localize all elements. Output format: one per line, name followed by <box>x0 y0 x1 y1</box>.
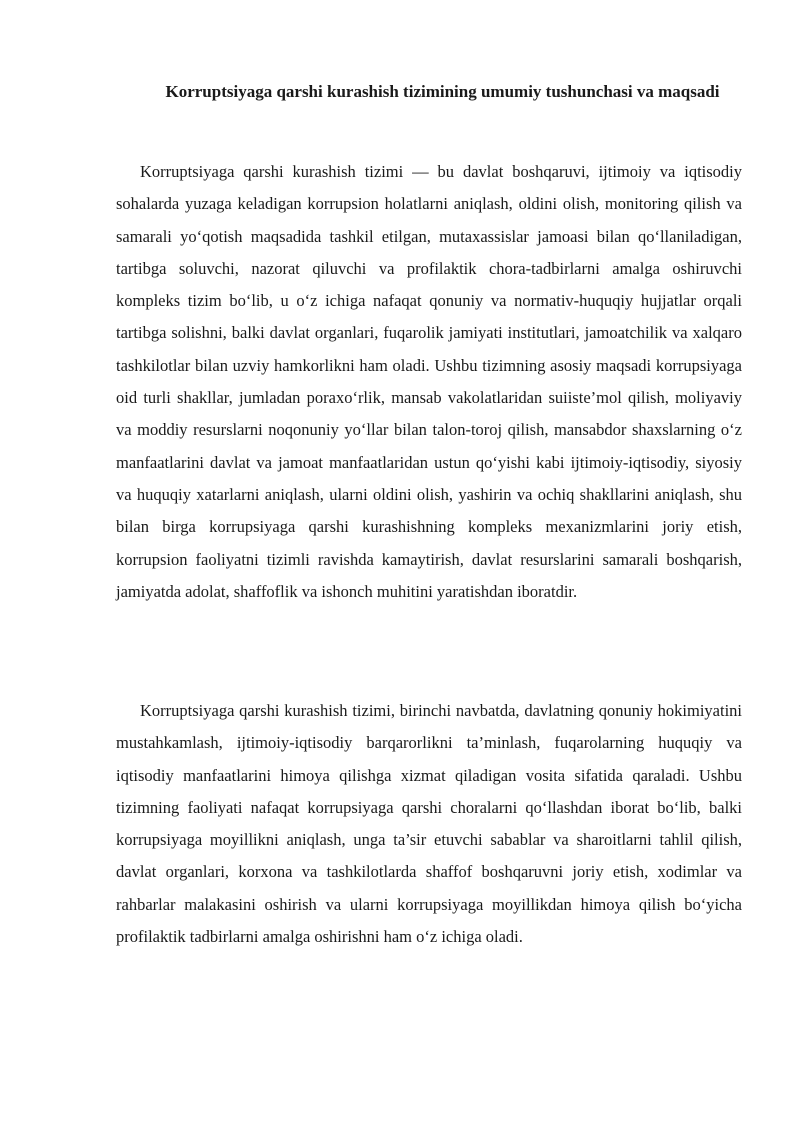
document-title: Korruptsiyaga qarshi kurashish tizimining umumiy tushunchasi va maqsadi <box>165 82 720 101</box>
paragraph-2: Korruptsiyaga qarshi kurashish tizimi, birinchi navbatda, davlatning qonuniy hokimiyatini mustahkamlash, ijtimoiy-iqtisodiy barqarorlikni ta’minlash, fuqarolarning huquqiy va iqtisodiy manfaatlarini himoya qilishga xizmat qiladigan vosita sifatida qaraladi. Ushbu tizimning faoliyati nafaqat korrupsiyaga qarshi choralarni qo‘llashdan iborat bo‘lib, balki korrupsiyaga moyillikni aniqlash, unga ta’sir etuvchi sabablar va sharoitlarni tahlil qilish, davlat organlari, korxona va tashkilotlarda shaffof boshqaruvni joriy etish, xodimlar va rahbarlar malakasini oshirish va ularni korrupsiyaga moyillikdan himoya qilish bo‘yicha profilaktik tadbirlarni amalga oshirishni ham o‘z ichiga oladi. <box>116 701 742 947</box>
paragraph-1: Korruptsiyaga qarshi kurashish tizimi — bu davlat boshqaruvi, ijtimoiy va iqtisodiy sohalarda yuzaga keladigan korrupsion holatlarni aniqlash, oldini olish, monitoring qilish va samarali yo‘qotish maqsadida tashkil etilgan, mutaxassislar jamoasi bilan qo‘llaniladigan, tartibga soluvchi, nazorat qiluvchi va profilaktik chora-tadbirlarni amalga oshiruvchi kompleks tizim bo‘lib, u o‘z ichiga nafaqat qonuniy va normativ-huquqiy hujjatlar orqali tartibga solishni, balki davlat organlari, fuqarolik jamiyati institutlari, jamoatchilik va xalqaro tashkilotlar bilan uzviy hamkorlikni ham oladi. Ushbu tizimning asosiy maqsadi korrupsiyaga oid turli shakllar, jumladan poraxo‘rlik, mansab vakolatlaridan suiiste’mol qilish, moliyaviy va moddiy resurslarni noqonuniy yo‘llar bilan talon-toroj qilish, mansabdor shaxslarning o‘z manfaatlarini davlat va jamoat manfaatlaridan ustun qo‘yishi kabi ijtimoiy-iqtisodiy, siyosiy va huquqiy xatarlarni aniqlash, ularni oldini olish, yashirin va ochiq shakllarini aniqlash, shu bilan birga korrupsiyaga qarshi kurashishning kompleks mexanizmlarini joriy etish, korrupsion faoliyatni tizimli ravishda kamaytirish, davlat resurslarini samarali boshqarish, jamiyatda adolat, shaffoflik va ishonch muhitini yaratishdan iboratdir. <box>116 162 742 601</box>
